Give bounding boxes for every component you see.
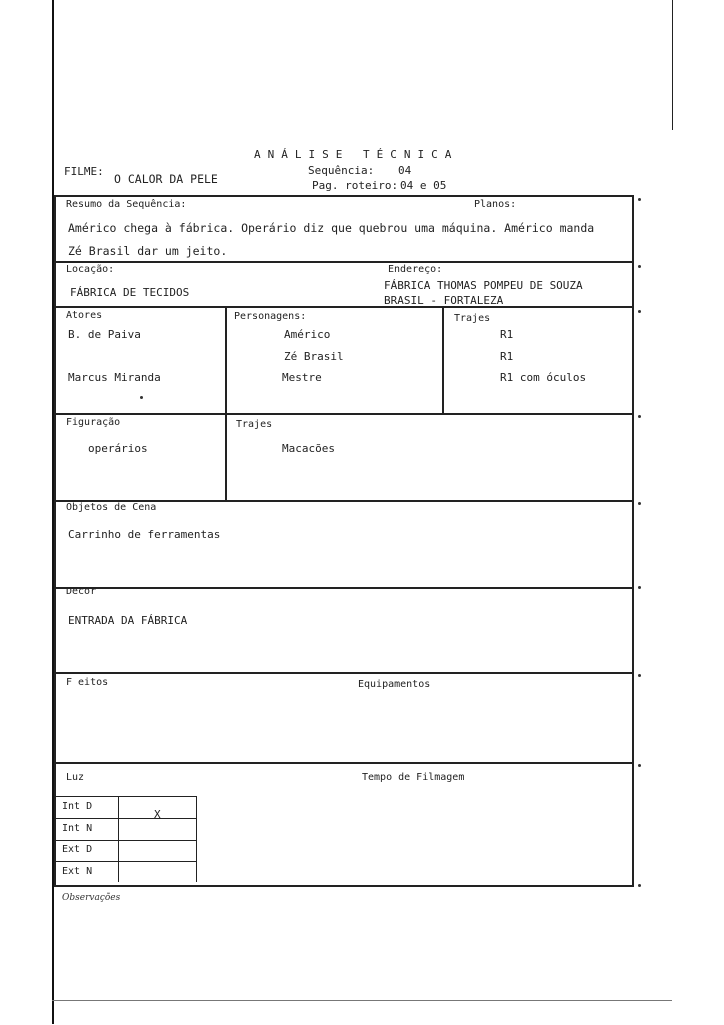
divider-locacao: [54, 306, 634, 308]
traje-1: R1: [500, 328, 514, 341]
luz-row-label: Ext D: [62, 844, 93, 855]
tempo-filmagem-label: Tempo de Filmagem: [362, 772, 465, 783]
luz-table-top: [54, 796, 197, 797]
ator-2: Marcus Miranda: [68, 371, 161, 384]
luz-label: Luz: [66, 772, 85, 783]
scan-bottom-edge: [52, 1000, 672, 1025]
divider-decor: [54, 672, 634, 674]
sequencia-label: Sequência:: [308, 164, 375, 177]
luz-row-line-1: [54, 818, 197, 819]
personagem-3: Mestre: [282, 371, 322, 384]
filme-value: O CALOR DA PELE: [114, 172, 218, 186]
scan-speck: [638, 764, 641, 767]
equipamentos-label: Equipamentos: [358, 679, 431, 690]
luz-row-label: Ext N: [62, 866, 93, 877]
efeitos-label: F eitos: [66, 677, 109, 688]
sequencia-value: 04: [398, 164, 412, 177]
traje-2: R1: [500, 350, 514, 363]
form-title: ANÁLISE TÉCNICA: [254, 148, 459, 161]
resumo-label: Resumo da Sequência:: [66, 199, 187, 210]
ator-1: B. de Paiva: [68, 328, 141, 341]
scan-speck: [638, 884, 641, 887]
decor-label: Decor: [66, 586, 97, 597]
scan-speck: [638, 415, 641, 418]
atores-label: Atores: [66, 310, 103, 321]
locacao-label: Locação:: [66, 264, 115, 275]
scan-top-area: [52, 0, 673, 130]
divider-personagens: [442, 306, 444, 414]
endereco-line-2: BRASIL - FORTALEZA: [384, 294, 504, 307]
figuracao-trajes-label: Trajes: [236, 419, 273, 430]
endereco-label: Endereço:: [388, 264, 443, 275]
personagens-label: Personagens:: [234, 311, 307, 322]
luz-table-right: [196, 796, 197, 882]
scan-speck: [638, 674, 641, 677]
pag-roteiro-value: 04 e 05: [400, 179, 447, 192]
scan-left-edge: [0, 0, 54, 1024]
decor-value: ENTRADA DA FÁBRICA: [68, 614, 188, 627]
figuracao-label: Figuração: [66, 417, 121, 428]
personagem-1: Américo: [284, 328, 331, 341]
analise-tecnica-form: [54, 132, 634, 903]
luz-table-divider: [118, 796, 119, 882]
figuracao-value: operários: [88, 442, 148, 455]
luz-row-line-3: [54, 861, 197, 862]
objetos-value: Carrinho de ferramentas: [68, 528, 221, 541]
divider-resumo: [54, 261, 634, 263]
scan-speck: [140, 396, 143, 399]
figuracao-trajes-value: Macacões: [282, 442, 335, 455]
trajes-label: Trajes: [454, 313, 491, 324]
objetos-label: Objetos de Cena: [66, 502, 157, 513]
scan-speck: [638, 310, 641, 313]
personagem-2: Zé Brasil: [284, 350, 344, 363]
filme-label: FILME:: [64, 165, 104, 178]
luz-row-line-2: [54, 840, 197, 841]
scan-speck: [638, 586, 641, 589]
pag-roteiro-label: Pag. roteiro:: [312, 179, 399, 192]
resumo-line-2: Zé Brasil dar um jeito.: [68, 244, 228, 258]
endereco-line-1: FÁBRICA THOMAS POMPEU DE SOUZA: [384, 279, 583, 292]
scan-speck: [638, 502, 641, 505]
divider-atores: [225, 306, 227, 502]
divider-objetos: [54, 587, 634, 589]
scan-speck: [638, 198, 641, 201]
scan-speck: [638, 265, 641, 268]
traje-3: R1 com óculos: [500, 371, 587, 384]
luz-row-label: Int D: [62, 801, 93, 812]
resumo-line-1: Américo chega à fábrica. Operário diz que quebrou uma máquina. Américo manda: [68, 221, 595, 235]
luz-row-mark: X: [154, 808, 161, 821]
observacoes-label: Observações: [62, 893, 121, 903]
locacao-value: FÁBRICA DE TECIDOS: [70, 286, 190, 299]
luz-row-label: Int N: [62, 823, 93, 834]
divider-elenco: [54, 413, 634, 415]
planos-label: Planos:: [474, 199, 517, 210]
divider-efeitos: [54, 762, 634, 764]
